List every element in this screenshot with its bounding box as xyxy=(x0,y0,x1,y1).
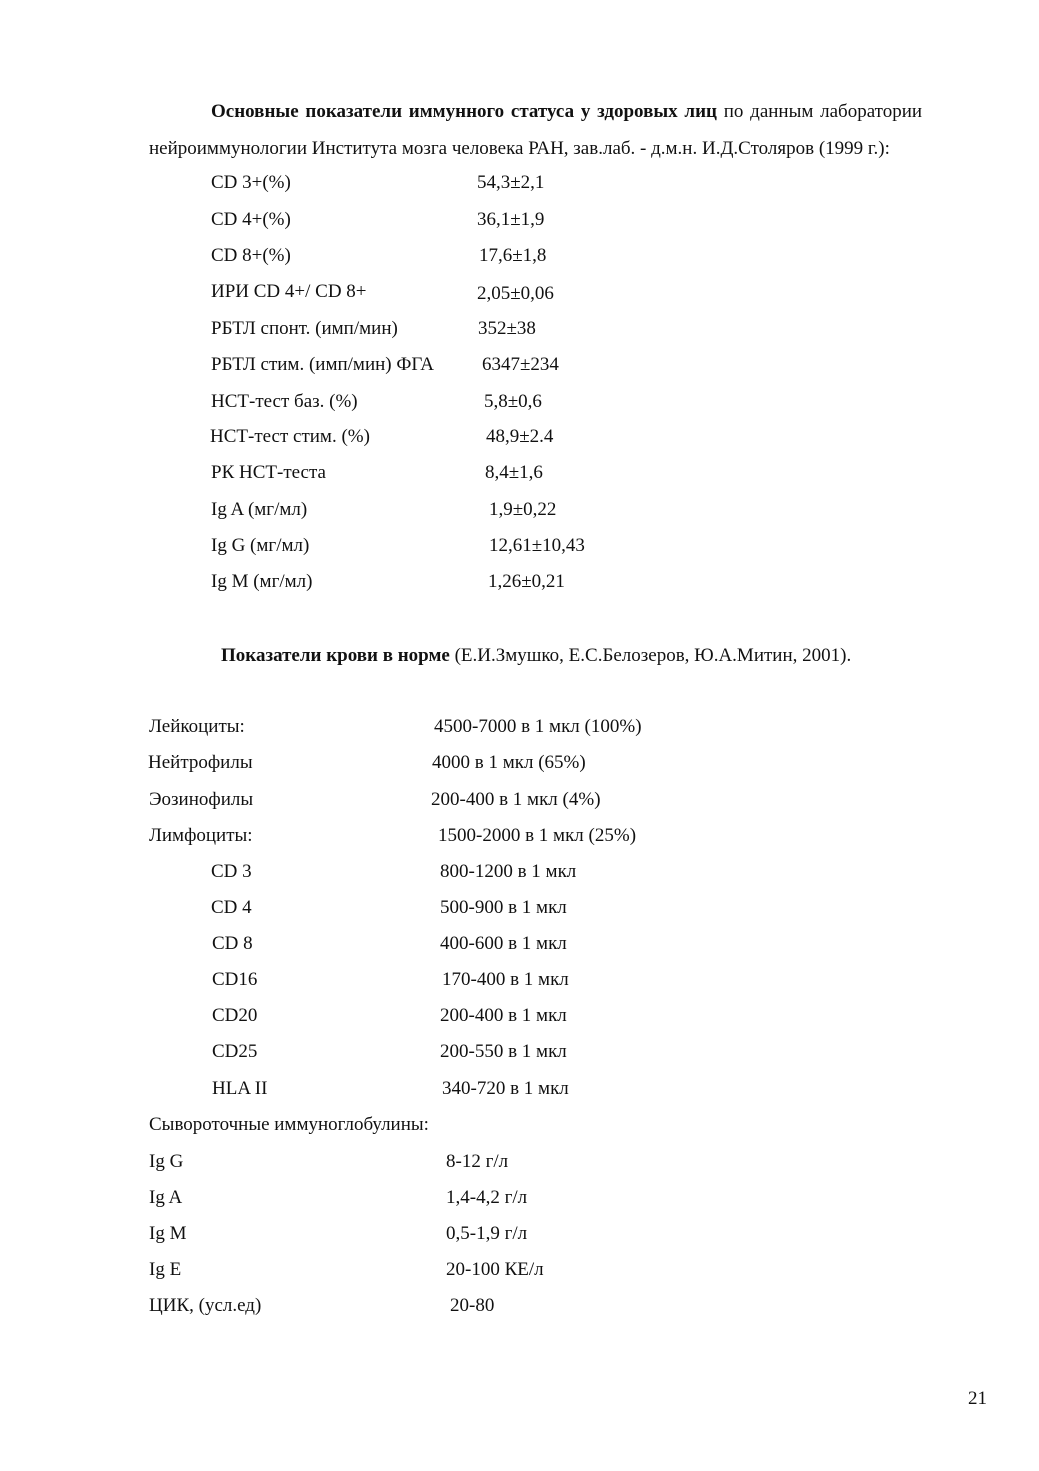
immune-row-value: 2,05±0,06 xyxy=(477,283,554,304)
immune-row-label: CD 8+(%) xyxy=(211,245,291,266)
serum-row-label: Ig A xyxy=(149,1187,183,1208)
blood-row-value: 500-900 в 1 мкл xyxy=(440,897,567,918)
serum-row-value: 8-12 г/л xyxy=(446,1151,509,1172)
blood-row-label: Лимфоциты: xyxy=(149,825,253,846)
section1-heading-bold: Основные показатели иммунного статуса у здоровых лиц xyxy=(211,101,717,122)
blood-row-value: 800-1200 в 1 мкл xyxy=(440,861,577,882)
immune-row-value: 54,3±2,1 xyxy=(477,172,545,193)
blood-row-value: 200-400 в 1 мкл xyxy=(440,1005,567,1026)
serum-row-label: ЦИК, (усл.ед) xyxy=(149,1295,262,1316)
immune-row-label: CD 3+(%) xyxy=(211,172,291,193)
blood-row-value: 400-600 в 1 мкл xyxy=(440,933,567,954)
immune-row-label: ИРИ CD 4+/ CD 8+ xyxy=(211,281,367,302)
blood-row-label: CD 3 xyxy=(211,861,252,882)
immune-row-label: НСТ-тест стим. (%) xyxy=(210,426,370,447)
blood-row-label: Нейтрофилы xyxy=(148,752,253,773)
immune-row-label: РК НСТ-теста xyxy=(211,462,326,483)
serum-row-label: Ig M xyxy=(149,1223,187,1244)
immune-row-value: 1,9±0,22 xyxy=(489,499,557,520)
immune-row-label: РБТЛ спонт. (имп/мин) xyxy=(211,318,398,339)
serum-row-value: 20-80 xyxy=(450,1295,495,1316)
blood-row-label: Лейкоциты: xyxy=(149,716,245,737)
blood-row-value: 200-550 в 1 мкл xyxy=(440,1041,567,1062)
immune-row-label: CD 4+(%) xyxy=(211,209,291,230)
serum-row-label: Ig E xyxy=(149,1259,182,1280)
blood-row-label: Эозинофилы xyxy=(149,789,254,810)
blood-row-value: 170-400 в 1 мкл xyxy=(442,969,569,990)
section1-heading-line2: нейроиммунологии Института мозга человека РАН, зав.лаб. - д.м.н. И.Д.Столяров (1999 г.): xyxy=(149,138,890,159)
immune-row-value: 48,9±2.4 xyxy=(486,426,554,447)
immune-row-value: 8,4±1,6 xyxy=(485,462,543,483)
blood-row-label: CD16 xyxy=(212,969,258,990)
immune-row-value: 36,1±1,9 xyxy=(477,209,545,230)
immune-row-label: Ig A (мг/мл) xyxy=(211,499,308,520)
section2-heading-bold: Показатели крови в норме xyxy=(221,645,450,666)
blood-row-value: 340-720 в 1 мкл xyxy=(442,1078,569,1099)
immune-row-value: 12,61±10,43 xyxy=(489,535,585,556)
blood-row-value: 200-400 в 1 мкл (4%) xyxy=(431,789,601,810)
immune-row-label: Ig M (мг/мл) xyxy=(211,571,313,592)
blood-row-label: CD25 xyxy=(212,1041,258,1062)
serum-row-label: Ig G xyxy=(149,1151,184,1172)
section2-heading-rest: (Е.И.Змушко, Е.С.Белозеров, Ю.А.Митин, 2001). xyxy=(449,645,852,666)
section2-heading xyxy=(221,645,851,667)
section1-heading-rest: по данным лаборатории xyxy=(716,101,923,122)
immune-row-value: 352±38 xyxy=(478,318,536,339)
blood-row-label: HLA II xyxy=(212,1078,268,1099)
serum-row-value: 0,5-1,9 г/л xyxy=(446,1223,528,1244)
immune-row-value: 17,6±1,8 xyxy=(479,245,547,266)
blood-row-value: 4500-7000 в 1 мкл (100%) xyxy=(434,716,642,737)
immune-row-value: 5,8±0,6 xyxy=(484,391,542,412)
blood-row-value: 4000 в 1 мкл (65%) xyxy=(432,752,586,773)
section1-heading xyxy=(211,101,922,123)
immune-row-value: 6347±234 xyxy=(482,354,559,375)
blood-row-label: CD 8 xyxy=(212,933,253,954)
serum-row-value: 20-100 КЕ/л xyxy=(446,1259,544,1280)
serum-row-value: 1,4-4,2 г/л xyxy=(446,1187,528,1208)
blood-row-label: CD 4 xyxy=(211,897,252,918)
immune-row-label: РБТЛ стим. (имп/мин) ФГА xyxy=(211,354,434,375)
blood-row-label: CD20 xyxy=(212,1005,258,1026)
immune-row-label: НСТ-тест баз. (%) xyxy=(211,391,358,412)
blood-row-value: 1500-2000 в 1 мкл (25%) xyxy=(438,825,637,846)
serum-heading: Сывороточные иммуноглобулины: xyxy=(149,1114,429,1135)
immune-row-label: Ig G (мг/мл) xyxy=(211,535,310,556)
page-number: 21 xyxy=(968,1388,987,1409)
immune-row-value: 1,26±0,21 xyxy=(488,571,565,592)
